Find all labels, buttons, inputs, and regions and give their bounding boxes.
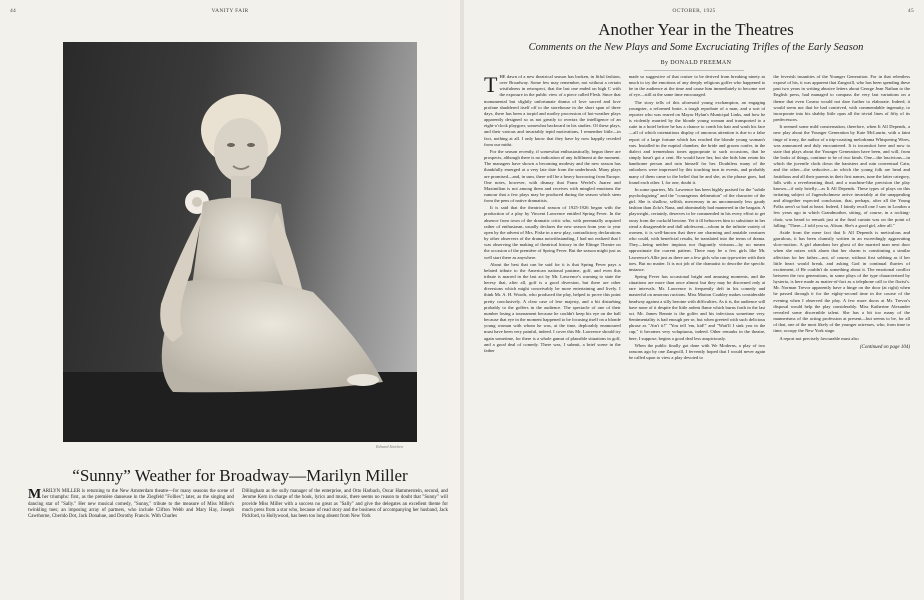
page-number-left: 44	[10, 8, 17, 14]
article-subtitle: Comments on the New Plays and Some Excruciating Trifles of the Early Season	[528, 42, 864, 53]
right-page	[464, 0, 924, 600]
paragraph: Aside from the mere fact that It All Depends is meticulous and garrulous, it has been clumsily written in an exceedingly aggravating slow-motion. A girl abandons her ghost of the married man next door when she mixes with alarm that her charm is constituting a similar affection for her father—not, of course, without first sobbing as if her little heart would break, and asking God in continual flurries of excitement, if He couldn't do something about it. The emotional conflict between the two generations, in some plays of the type characterized by hysteria, is here made as matter-of-fact as a telephone call to the florist's. Mr. Norman Trevor apparently have a hinge on the door (at right) when he passed through it for the eighty-second time in the course of the evening when I observed the play. A few more doors at Mr. Trevor's disposal would help the play considerably. Miss Katherine Alexander revealed some discernible talent. She has a bit too many of the mannerisms of the acting profession at present—but seems to be, for all of that, one of the most likely of the younger actresses, who, from time to time, occupy the New York stage.	[773, 229, 911, 334]
paragraph	[484, 74, 621, 148]
paragraph-text: HE dawn of a new theatrical season has broken, in fitful fashion, over Broadway. Some few may remember, not without a certain wistfulness in retrospect, that the last one ended on high C with the exposure in the public view of a piece called Flesh. Since that monumental but slightly unfortunate drama of love sacred and love profane shuddered itself off to the storehouse in the short span of three days, there has been a torpid and motley procession of hot-weather plays apparently designed so as not greatly to overtax the intelligence of an eight-o'clock playgoer, somewhat backward in his studies. Of these plays, and their various and invariably tepid motivations, I remember little—in fact, nothing at all. I only know that they have by now happily receded from our midst.	[484, 74, 621, 147]
paragraph: the feverish insanities of the Younger Generation. For in that relentless exposé of his, it was apparent that Zangwill, who has been spending these past two years in writing abusive letters about George Jean Nathan to the English press, had managed to compass the very last variations on a theme that even Cosmo would not dare further to elaborate. Indeed, it would seem not that he had contrived, with commendable ingenuity, to incorporate into his shabby little opus all the trivial lines of fifty of its predecessors.	[773, 74, 911, 123]
article-column-2	[629, 74, 766, 584]
caption-text	[28, 489, 448, 520]
paragraph: In some quarters, Mr. Lawrence has been highly praised for the "subtle psychologizing" and the "courageous delineation" of the character of the girl. She is shallow, selfish, mercenary in an uncommonly less gaudy fashion than Zola's Nana, and abominably bad mannered in the bargain. A playwright, certainly, deserves to be commended in his every effort to get away from the cuckold heroine. Yet it ill behooves him to substitute in her stead a disagreeable and dull adolescent—whom in the infinite variety of women, it is well-known that there are charming and amiable creatures who could, with beneficial results, be translated into the terms of drama. They—being neither impious nor flagrantly virtuous—by no means approximate the current pattern. There may be a few girls like Mr. Lawrence's Allie just as there are a few girls who run typewriter with their toes. But no matter. It is not job of the dramatist to describe the specific instance.	[628, 186, 766, 272]
paragraph: When the public finally got done with We Moderns, a play of two seasons ago by one Zangwill, I fervently hoped that I would never again be called upon to view a play devoted to	[628, 342, 766, 361]
paragraph: About the best that can be said for it is that Spring Fever pays a belated tribute to the American national pastime, golf, and even this tribute is marred in the last act by Mr. Lawrence's warning to state the heresy that, after all, golf is a good diversion, but there are other diversions which might conceivably be more entertaining and lively. I think Mr. A. H. Woods, who produced the play, helped to prove this point pretty conclusively. A clear case of lese majesty, and a bit disturbing probably to the golfers in the audience. The spectacle of one of their number losing a tournament because he couldn't keep his eye on the ball because that eye in the moment happened to be focusing itself on a blonde young woman with whom he was, at the time, deplorably enamoured must have been very painful, indeed. I cover this Mr. Lawrence should try again sometime, for there is a whole gamut of plausible situations in golf, and a good deal of comedy. There was, I submit, a brief scene in the father	[484, 261, 621, 353]
paragraph: It is said that the theatrical season of 1925-1926 began with the production of a play by Vincent Lawrence entitled Spring Fever. In the absence from town of the dramatic critic who, with perennially acquired rather of enthusiasm, usually declares the new season from year to year open by the advent of Mrs. Fiske in a new play, contradictory declarations by other observers of the drama notwithstanding, I had not realized that I was observing the making of theatrical history in the Eltinge Theatre on the occasion of the première of Spring Fever. But the season might just as well start there as anywhere.	[484, 205, 621, 260]
paragraph: For the season recently, if somewhat enthusiastically, begun there are prospects, although there is no indication of any fulfilment at the moment. The managers have shown a becoming modesty and the new season has thankfully emerged at a very late date from the underbrush. Many plays are promised—and, in sum, there will be a heavy borrowing from Europe. One notes, however, with dismay that Franz Werfel's Juarez and Maximilian is not among them and receives with mingled emotions the rumour that a few plays may be produced during the season which stem from the pens of native dramatists.	[484, 148, 621, 204]
caption-column-1	[28, 489, 234, 520]
article-column-1	[484, 74, 621, 584]
running-head-left: VANITY FAIR	[211, 8, 249, 14]
caption-column-2	[242, 489, 448, 520]
paragraph: made so suggestive of that cruiser to be derived from breaking ninety as much to try the emotions of any deeply religious golfer who happened to be in the audience at the time and cause him immediately to become wet of eye—still at the same time encouraged.	[628, 74, 766, 98]
article-title: Another Year in the Theatres	[598, 20, 794, 39]
paragraph: The story tells of this aforesaid young exchampion, an engaging youngster, a reformed brute, a tough reprobate of a man, and a sort of reporter who was reared on Mayor Hylan's Municipal Links, and how he is violently married by the blonde young woman and transported to a suite in a hotel before he has a chance to comb his hair and wash his face—all of which ostentatious display of amorous attention is due to a false report of a large fortune which has reached the blonde young woman's ears. Installed in the nuptial chamber, the bride and groom confer, in the dialect and tremendous tones appropriate to such occasions, that he simply hasn't got a cent. He would have her, but she bids him retain his handsome person and ruin himself for her. Doubtless many of the onlookers were impressed by this touching turn in events, and probably many of them came to the belief that he and she, as the phrase goes, had found each other. I, for one, doubt it.	[628, 99, 766, 185]
byline: By DONALD FREEMAN	[660, 60, 732, 66]
page-number-right: 45	[907, 8, 914, 14]
photo-credit: Edward Steichen	[376, 444, 404, 449]
title-rule	[644, 70, 744, 71]
paragraph: A report not precisely favourable must also	[779, 335, 859, 341]
paragraph: Spring Fever has occasional bright and amusing moments, and the situations are more than once almost but they may be discerned only at rare intervals. Mr. Lawrence is frequently deft in his comedy and masterful on amorous ructions. Miss Marion Coakley makes considerable headway against a silly heroine with difficulties. As it is, the audience will have none of it despite the little ardent flame which burns forth in the last act. Mr. James Rennie is the golfer and his infectious sometime very. Sentimentality is bad enough per se, but when greeted with such delicious phrase as "Ain't it!" "You tell 'em, kid!" and "Wait'll I sink you in the cup," it becomes very voluptuous, indeed. Other remarks in the theatre, here, I suppose, begins a good deal less auspiciously.	[628, 274, 766, 341]
running-head-right: OCTOBER, 1925	[672, 8, 716, 14]
continued-note: (Continued on page 104)	[859, 344, 911, 350]
paragraph: It seemed some mild consternation, therefore, when It All Depends, a new play about the Younger Generation by Kate McLaurin, with a faint tinge of irony, the author of a trip-coasting melodrama Whispering Wires, was announced and duly encountered. It is incomfort here and now to state that plays about the Younger Generation have been, and will, from the looks of things, continue to be of two kinds. One—the lascivious—in which the juvenile clods down the banisters and ruin conventual Cain, and the other—the seductive—in which the young folk are head and fastidious and all their parents in their first names, tune the latter category, falls with a reverberating thud, and a machine-like precision the play known—if only briefly—as It All Depends. These types of plays on this irritating subject of Jugendschmerz arrive invariably at the unappealing and altogether expected conclusion, that, perhaps, after all the Young Folks aren't so bad at heart. Indeed, I faintly recall one I saw in London a few years ago in which Grandmother, sitting, of course, in a rocking-chair, was heard to remark just at the final curtain was on the point of falling: "There—I told you so, Alison. She's a good girl, after all."	[773, 124, 911, 228]
article-body	[484, 74, 910, 584]
portrait-photo	[63, 42, 417, 442]
caption-title: “Sunny” Weather for Broadway—Marilyn Miller	[72, 466, 408, 485]
left-page	[0, 0, 460, 600]
caption-col1-text: ARILYN MILLER is returning to the New Amsterdam theatre—for many seasons the scene of her triumphs: first, as the première danseuse in the Ziegfeld "Follies"; later, as the singing and dancing star of "Sally." Her new musical comedy, "Sunny," tribute to the measure of Miss Miller's twinkling toes; an imposing array of partners, who include Clifton Webb and Mary Hay, Joseph Cawthorne, Cherido Dot, Jack Donahue, and Dorothy Francis. With Charles	[28, 489, 234, 520]
portrait-illustration	[63, 42, 417, 442]
article-column-3	[773, 74, 910, 584]
caption-dropcap: M	[28, 487, 42, 502]
caption-col2-text: Dillingham as the sully manager of the enterprise, and Otto Harbach, Oscar Hammerstein, second, and Jerome Kern in charge of the book, lyrics and music, there seems no reason to doubt that "Sunny" will provide Miss Miller with a success no great as "Sally" and give the delegates an excellent theme for much press from a star who, because of read story and the business of accompanying her husband, Jack Pickford, to Hollywood, has been too long absent from New York	[242, 489, 448, 520]
article-dropcap: T	[484, 74, 498, 97]
